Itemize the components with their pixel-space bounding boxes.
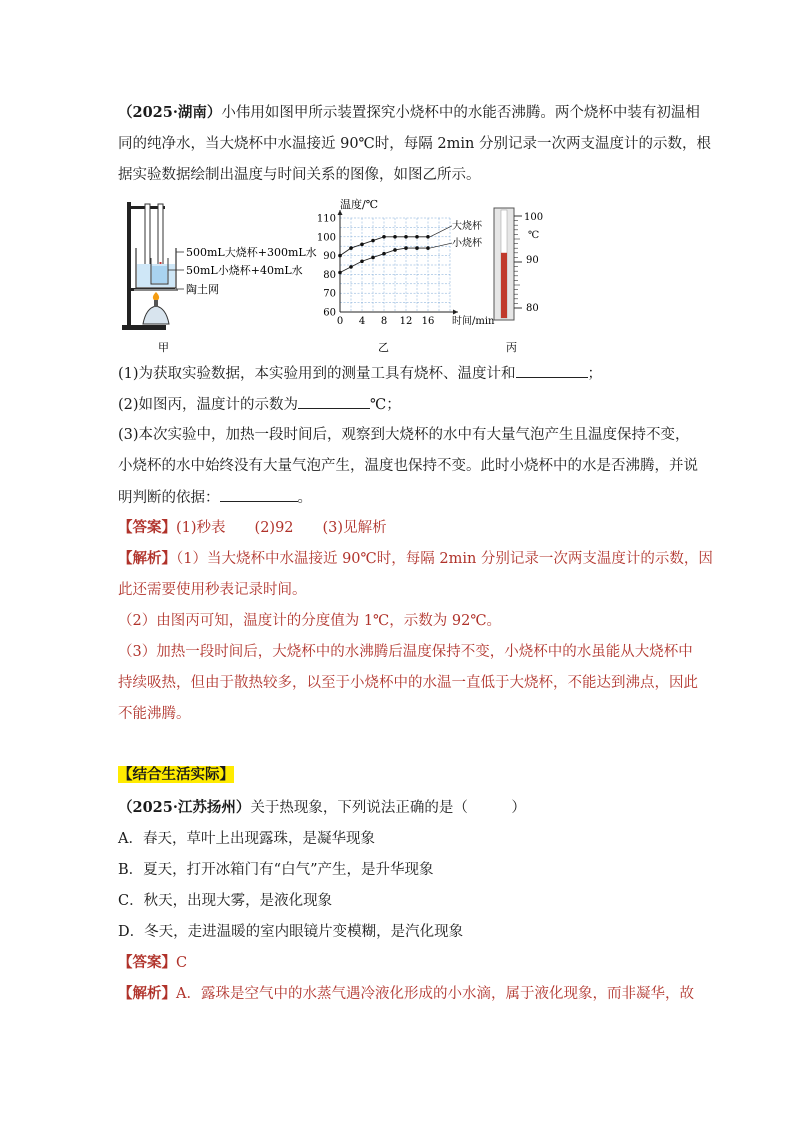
chart-grid xyxy=(340,218,450,312)
question-1-text-1: 小伟用如图甲所示装置探究小烧杯中的水能否沸腾。两个烧杯中装有初温相 xyxy=(221,105,700,121)
option-d[interactable]: D．冬天，走进温暖的室内眼镜片变模糊，是汽化现象 xyxy=(118,924,464,940)
thermometer-unit: ℃ xyxy=(528,230,540,241)
caption-jia: 甲 xyxy=(158,341,169,354)
data-point xyxy=(349,265,353,269)
question-2-text: 关于热现象，下列说法正确的是（ ） xyxy=(250,800,526,816)
thermometer-label-100: 100 xyxy=(524,212,544,223)
y-tick-label: 90 xyxy=(323,251,336,263)
data-point xyxy=(393,235,397,239)
data-point xyxy=(415,235,419,239)
question-1-line-2: 同的纯净水，当大烧杯中水温接近 90℃时，每隔 2min 分别记录一次两支温度计的示数，根 xyxy=(118,136,711,152)
x-tick-label: 16 xyxy=(421,316,435,327)
alcohol-lamp xyxy=(143,306,169,324)
x-tick-label: 4 xyxy=(358,316,366,327)
answer-2-text: C xyxy=(176,955,188,971)
analysis-1-line-2: 此还需要使用秒表记录时间。 xyxy=(118,582,307,598)
x-tick-label: 12 xyxy=(399,316,413,327)
legend-label: 大烧杯 xyxy=(452,220,482,232)
data-point xyxy=(382,252,386,256)
thermometer-label-80: 80 xyxy=(526,303,539,314)
analysis-2-text-1: A．露珠是空气中的水蒸气遇冷液化形成的小水滴，属于液化现象，而非凝华，故 xyxy=(176,986,694,1002)
analysis-1-line-4: （3）加热一段时间后，大烧杯中的水沸腾后温度保持不变，小烧杯中的水虽能从大烧杯中 xyxy=(118,644,693,660)
analysis-1-line-1 xyxy=(118,549,713,569)
label-ceramic-net: 陶土网 xyxy=(186,283,219,296)
legend-leader xyxy=(430,226,452,237)
question-1-source: （2025·湖南） xyxy=(118,104,222,121)
chart-series xyxy=(338,219,483,275)
subquestion-2 xyxy=(118,394,401,415)
answer-1-label: 【答案】 xyxy=(118,519,176,536)
section-title: 【结合生活实际】 xyxy=(118,766,234,783)
label-big-beaker: 500mL大烧杯+300mL水 xyxy=(186,246,317,259)
thermometer-scale xyxy=(514,216,522,308)
subquestion-3-line-1: (3)本次实验中，加热一段时间后，观察到大烧杯的水中有大量气泡产生且温度保持不变， xyxy=(118,427,690,443)
subquestion-1 xyxy=(118,363,602,384)
option-b[interactable]: B．夏天，打开冰箱门有“白气”产生，是升华现象 xyxy=(118,862,434,878)
y-tick-label: 100 xyxy=(316,232,336,244)
x-tick-label: 0 xyxy=(336,316,344,327)
analysis-2-line-1 xyxy=(118,984,694,1004)
question-1-line-3: 据实验数据绘制出温度与时间关系的图像，如图乙所示。 xyxy=(118,167,481,183)
data-point xyxy=(426,246,430,250)
data-point xyxy=(371,239,375,243)
data-point xyxy=(426,235,430,239)
question-2-stem xyxy=(118,798,526,818)
data-point xyxy=(371,256,375,260)
data-point xyxy=(404,235,408,239)
answer-blank-3[interactable] xyxy=(220,487,298,502)
chart-y-label: 温度/℃ xyxy=(340,198,379,211)
ceramic-net xyxy=(134,289,178,291)
analysis-1-line-6: 不能沸腾。 xyxy=(118,706,191,722)
x-axis-arrow xyxy=(453,310,458,315)
subquestion-2-end: ℃； xyxy=(370,397,401,413)
answer-2-label: 【答案】 xyxy=(118,954,176,971)
figure-yi-chart xyxy=(310,196,495,356)
subquestion-3-text: 明判断的依据： xyxy=(118,490,220,506)
data-point xyxy=(393,248,397,252)
data-point xyxy=(415,246,419,250)
answer-blank-1[interactable] xyxy=(516,363,588,378)
thermometer-label-90: 90 xyxy=(526,255,539,266)
label-small-beaker: 50mL小烧杯+40mL水 xyxy=(186,264,303,277)
analysis-1-line-5: 持续吸热，但由于散热较多，以至于小烧杯中的水温一直低于大烧杯，不能达到沸点，因此 xyxy=(118,675,698,691)
stand-rod xyxy=(127,202,131,326)
subquestion-1-end: ； xyxy=(587,366,603,382)
subquestion-2-text: (2)如图丙，温度计的示数为 xyxy=(118,397,299,413)
y-tick-label: 80 xyxy=(323,269,336,281)
answer-1-text: (1)秒表 (2)92 (3)见解析 xyxy=(176,520,387,536)
figure-jia-apparatus xyxy=(118,196,318,356)
question-2-source: （2025·江苏扬州） xyxy=(118,799,251,816)
y-tick-label: 110 xyxy=(316,213,336,225)
thermometer-mercury xyxy=(501,253,507,318)
data-point xyxy=(360,259,364,263)
y-tick-label: 70 xyxy=(323,288,336,300)
analysis-1-line-3: （2）由图丙可知，温度计的分度值为 1℃，示数为 92℃。 xyxy=(118,613,502,629)
legend-leader xyxy=(430,243,452,248)
data-point xyxy=(404,246,408,250)
answer-blank-2[interactable] xyxy=(298,394,370,409)
subquestion-1-text: (1)为获取实验数据，本实验用到的测量工具有烧杯、温度计和 xyxy=(118,366,516,382)
option-c[interactable]: C．秋天，出现大雾，是液化现象 xyxy=(118,893,333,909)
y-tick-label: 60 xyxy=(323,307,336,319)
data-point xyxy=(338,271,342,275)
caption-bing: 丙 xyxy=(506,341,517,354)
data-point xyxy=(382,235,386,239)
section-heading xyxy=(118,765,234,785)
chart-axes xyxy=(338,210,459,315)
data-point xyxy=(349,246,353,250)
chart-x-label: 时间/min xyxy=(452,316,495,327)
analysis-2-label: 【解析】 xyxy=(118,985,176,1002)
data-point xyxy=(338,254,342,258)
option-a[interactable]: A．春天，草叶上出现露珠，是凝华现象 xyxy=(118,831,375,847)
figure-bing-thermometer xyxy=(488,200,558,356)
subquestion-3-line-3 xyxy=(118,487,312,508)
answer-2 xyxy=(118,953,187,973)
answer-1 xyxy=(118,518,387,538)
analysis-1-text-1: （1）当大烧杯中水温接近 90℃时，每隔 2min 分别记录一次两支温度计的示数，因 xyxy=(176,551,713,567)
subquestion-3-line-2: 小烧杯的水中始终没有大量气泡产生，温度也保持不变。此时小烧杯中的水是否沸腾，并说 xyxy=(118,458,698,474)
subquestion-3-end: 。 xyxy=(297,490,312,506)
legend-label: 小烧杯 xyxy=(452,238,482,250)
chart-ticks xyxy=(317,214,434,328)
x-tick-label: 8 xyxy=(380,316,388,327)
question-1-line-1 xyxy=(118,103,700,123)
caption-yi: 乙 xyxy=(378,341,389,354)
analysis-1-label: 【解析】 xyxy=(118,550,176,567)
flame-icon xyxy=(153,292,159,300)
data-point xyxy=(360,243,364,247)
